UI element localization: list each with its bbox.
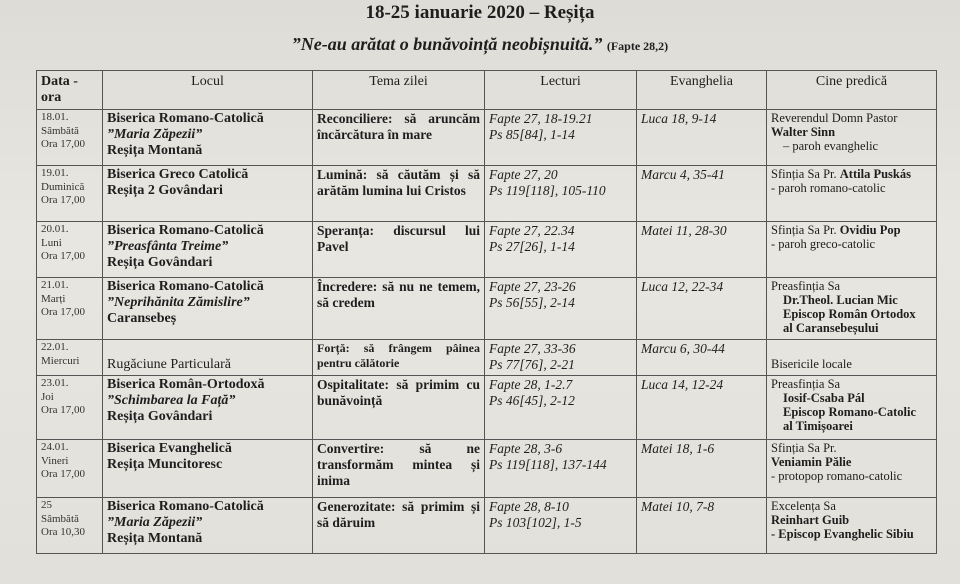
theme-text: Încredere: să nu ne temem, să credem (317, 279, 480, 310)
place-line: ”Neprihănita Zămislire” (107, 295, 250, 310)
reading-line: Fapte 27, 20 (489, 167, 558, 182)
theme-text: Convertire: să ne transformăm mintea și inima (317, 441, 480, 488)
preacher-line: Veniamin Pălie (771, 455, 852, 469)
cell-preacher (767, 222, 937, 278)
reading-line: Fapte 28, 1-2.7 (489, 377, 573, 392)
reading-line: Ps 77[76], 2-21 (489, 356, 575, 372)
reading-line: Ps 85[84], 1-14 (489, 126, 575, 142)
date-line: 19.01. (41, 167, 69, 179)
place-line: ”Preasfânta Treime” (107, 239, 229, 254)
table-row (37, 110, 937, 166)
cell-gospel (637, 166, 767, 222)
gospel-line: Matei 10, 7-8 (641, 499, 715, 514)
table-row (37, 166, 937, 222)
cell-readings (485, 340, 637, 376)
place-line: Reșița Montană (107, 143, 203, 158)
date-line: Marți (41, 292, 66, 305)
gospel-line: Marcu 6, 30-44 (641, 341, 725, 356)
cell-theme (313, 340, 485, 376)
date-line: Sâmbătă (41, 124, 79, 137)
preacher-name: Ovidiu Pop (839, 223, 901, 237)
gospel-line: Matei 11, 28-30 (641, 223, 727, 238)
reading-line: Ps 46[45], 2-12 (489, 392, 575, 408)
cell-place (103, 166, 313, 222)
date-line: Ora 17,00 (41, 250, 85, 262)
preacher-line: Excelența Sa (771, 499, 836, 513)
cell-gospel (637, 498, 767, 554)
header-date: Data - ora (37, 71, 103, 110)
reading-line: Ps 27[26], 1-14 (489, 238, 575, 254)
cell-preacher (767, 166, 937, 222)
reading-line: Fapte 27, 33-36 (489, 341, 576, 356)
cell-theme (313, 166, 485, 222)
table-row (37, 376, 937, 440)
gospel-line: Luca 12, 22-34 (641, 279, 724, 294)
cell-preacher (767, 498, 937, 554)
cell-gospel (637, 340, 767, 376)
cell-place (103, 110, 313, 166)
cell-place (103, 278, 313, 340)
motto (0, 34, 960, 55)
cell-preacher (767, 278, 937, 340)
cell-theme (313, 110, 485, 166)
date-line: 22.01. (41, 341, 69, 353)
event-dates: 18-25 ianuarie 2020 – Reșița (365, 2, 595, 23)
header-preacher: Cine predică (767, 71, 937, 110)
reading-line: Ps 119[118], 105-110 (489, 182, 606, 198)
gospel-line: Matei 18, 1-6 (641, 441, 715, 456)
date-line: 24.01. (41, 441, 69, 453)
gospel-line: Marcu 4, 35-41 (641, 167, 725, 182)
cell-theme (313, 278, 485, 340)
preacher-line: Walter Sinn (771, 125, 836, 139)
preacher-line (771, 167, 932, 181)
preacher-role: - paroh romano-catolic (771, 181, 886, 195)
place-line: ”Maria Zăpezii” (107, 515, 203, 530)
preacher-line: Iosif-Csaba Pál (783, 391, 865, 405)
cell-theme (313, 498, 485, 554)
date-line: Vineri (41, 454, 69, 467)
date-line: Ora 17,00 (41, 194, 85, 206)
cell-gospel (637, 222, 767, 278)
reading-line: Fapte 27, 23-26 (489, 279, 576, 294)
header-gospel: Evanghelia (637, 71, 767, 110)
date-line: Sâmbătă (41, 512, 79, 525)
date-line: Miercuri (41, 354, 80, 367)
cell-gospel (637, 376, 767, 440)
theme-text: Speranța: discursul lui Pavel (317, 223, 480, 254)
cell-date (37, 166, 103, 222)
preacher-title: Sfinția Sa Pr. (771, 223, 840, 237)
theme-text: Ospitalitate: să primim cu bunăvoință (317, 377, 480, 408)
preacher-line: Reverendul Domn Pastor (771, 111, 898, 125)
preacher-name: Attila Puskás (839, 167, 911, 181)
cell-readings (485, 222, 637, 278)
place-line: Rugăciune Particulară (107, 357, 232, 372)
cell-readings (485, 376, 637, 440)
preacher-line: Episcop Romano-Catolic (783, 405, 916, 419)
motto-reference: (Fapte 28,2) (606, 39, 669, 53)
cell-place (103, 340, 313, 376)
date-line: Ora 10,30 (41, 526, 85, 538)
cell-date (37, 498, 103, 554)
table-row (37, 278, 937, 340)
reading-line: Fapte 27, 18-19.21 (489, 111, 593, 126)
preacher-line: Bisericile locale (771, 357, 852, 371)
cell-readings (485, 498, 637, 554)
reading-line: Fapte 28, 8-10 (489, 499, 569, 514)
preacher-title: Sfinția Sa Pr. (771, 167, 840, 181)
reading-line: Fapte 28, 3-6 (489, 441, 563, 456)
date-line: 25 (41, 499, 52, 511)
date-line: Joi (41, 390, 54, 403)
preacher-line: Sfinția Sa Pr. (771, 441, 837, 455)
header-theme: Tema zilei (313, 71, 485, 110)
cell-place (103, 222, 313, 278)
preacher-line: Dr.Theol. Lucian Mic (783, 293, 898, 307)
preacher-line: al Timișoarei (783, 419, 853, 433)
theme-text: Lumină: să căutăm și să arătăm lumina lui Cristos (317, 167, 480, 198)
place-line: Reșița Montană (107, 531, 203, 546)
cell-preacher (767, 376, 937, 440)
table-row (37, 440, 937, 498)
gospel-line: Luca 18, 9-14 (641, 111, 717, 126)
cell-place (103, 440, 313, 498)
schedule-table (36, 70, 937, 554)
cell-readings (485, 166, 637, 222)
reading-line: Ps 56[55], 2-14 (489, 294, 575, 310)
cell-readings (485, 278, 637, 340)
date-line: Ora 17,00 (41, 404, 85, 416)
place-line: Biserica Romano-Catolică (107, 279, 264, 294)
motto-text: ”Ne-au arătat o bunăvoință neobișnuită.” (291, 34, 603, 54)
place-line: Reșița Govândari (107, 409, 213, 424)
place-line: Reșița Muncitoresc (107, 457, 223, 472)
date-line: Duminică (41, 180, 85, 193)
preacher-line: - protopop romano-catolic (771, 469, 903, 483)
preacher-line: Episcop Român Ortodox (783, 307, 916, 321)
place-line: Biserica Român-Ortodoxă (107, 377, 265, 392)
preacher-line: - Episcop Evanghelic Sibiu (771, 527, 914, 541)
reading-line: Ps 119[118], 137-144 (489, 456, 607, 472)
cell-date (37, 110, 103, 166)
cell-gospel (637, 278, 767, 340)
cell-date (37, 278, 103, 340)
cell-readings (485, 440, 637, 498)
cell-readings (485, 110, 637, 166)
gospel-line: Luca 14, 12-24 (641, 377, 724, 392)
cell-theme (313, 440, 485, 498)
cell-preacher (767, 340, 937, 376)
date-line: Ora 17,00 (41, 138, 85, 150)
cell-preacher (767, 440, 937, 498)
date-line: Ora 17,00 (41, 468, 85, 480)
cell-gospel (637, 110, 767, 166)
date-line: 23.01. (41, 377, 69, 389)
table-body (37, 110, 937, 554)
place-line: Reșița 2 Govândari (107, 183, 223, 198)
preacher-line: Preasfinția Sa (771, 279, 841, 293)
date-line: 20.01. (41, 223, 69, 235)
cell-date (37, 340, 103, 376)
preacher-line: al Caransebeșului (783, 321, 879, 335)
place-line: ”Schimbarea la Față” (107, 393, 236, 408)
date-line: 21.01. (41, 279, 69, 291)
preacher-line: Preasfinția Sa (771, 377, 841, 391)
cell-place (103, 498, 313, 554)
cell-date (37, 376, 103, 440)
table-row (37, 222, 937, 278)
cell-place (103, 376, 313, 440)
theme-text: Reconciliere: să aruncăm încărcătura în mare (317, 111, 480, 142)
preacher-line: – paroh evanghelic (783, 139, 879, 153)
reading-line: Fapte 27, 22.34 (489, 223, 575, 238)
table-row (37, 498, 937, 554)
table-row (37, 340, 937, 376)
header-readings: Lecturi (485, 71, 637, 110)
cell-preacher (767, 110, 937, 166)
table-header-row (37, 71, 937, 110)
cell-theme (313, 376, 485, 440)
place-line: Biserica Romano-Catolică (107, 111, 264, 126)
header-place: Locul (103, 71, 313, 110)
place-line: Caransebeș (107, 311, 177, 326)
preacher-role: - paroh greco-catolic (771, 237, 876, 251)
date-line: 18.01. (41, 111, 69, 123)
place-line: Biserica Evanghelică (107, 441, 232, 456)
date-line: Luni (41, 236, 62, 249)
place-line: ”Maria Zăpezii” (107, 127, 203, 142)
cell-date (37, 440, 103, 498)
preacher-line: Reinhart Guib (771, 513, 850, 527)
date-line: Ora 17,00 (41, 306, 85, 318)
theme-text: Forță: să frângem pâinea pentru călătorie (317, 341, 480, 370)
preacher-line (771, 223, 932, 237)
place-line: Reșița Govândari (107, 255, 213, 270)
place-line: Biserica Greco Catolică (107, 167, 249, 182)
cell-theme (313, 222, 485, 278)
theme-text: Generozitate: să primim și să dăruim (317, 499, 480, 530)
place-line: Biserica Romano-Catolică (107, 223, 264, 238)
reading-line: Ps 103[102], 1-5 (489, 514, 582, 530)
cell-gospel (637, 440, 767, 498)
place-line: Biserica Romano-Catolică (107, 499, 264, 514)
cell-date (37, 222, 103, 278)
